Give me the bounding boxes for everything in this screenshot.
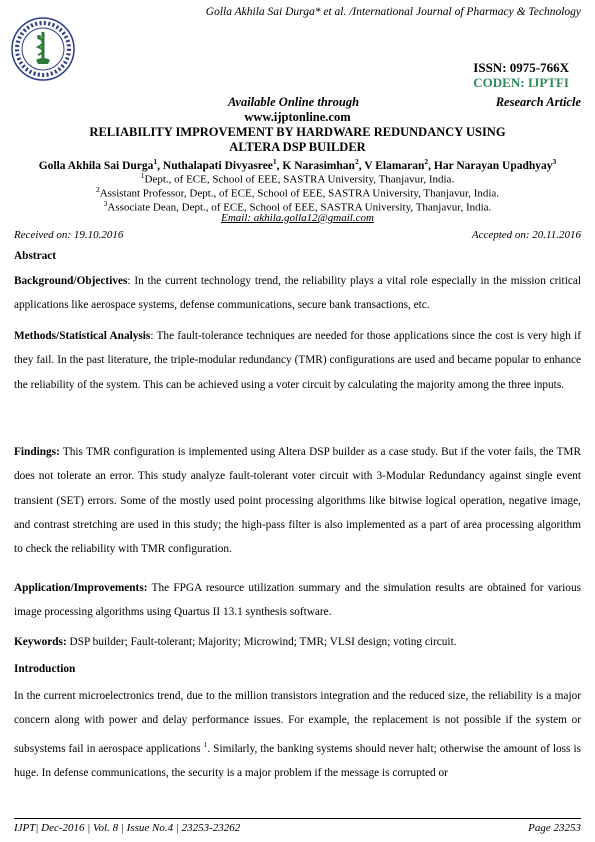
methods-paragraph [14, 324, 581, 397]
author-name: , Nuthalapati Divyasree [157, 159, 273, 172]
author-name: , K Narasimhan [276, 159, 355, 172]
title-line-2: ALTERA DSP BUILDER [229, 140, 366, 154]
journal-website[interactable]: www.ijptonline.com [244, 110, 351, 124]
author-affil-ref: 3 [552, 157, 557, 166]
footer-divider [14, 818, 581, 819]
research-type-label: Research Article [495, 95, 581, 109]
issn-block [473, 60, 569, 90]
abstract-heading: Abstract [14, 250, 57, 262]
affil-number: 2 [95, 185, 100, 194]
author-affil-ref: 1 [153, 157, 158, 166]
corresponding-email[interactable] [0, 212, 595, 224]
author-affil-ref: 1 [272, 157, 277, 166]
issn: ISSN: 0975-766X [473, 60, 569, 75]
affiliation-2 [0, 185, 595, 200]
affil-number: 3 [103, 199, 108, 208]
findings-label: Findings: [14, 446, 60, 458]
journal-logo [8, 14, 78, 84]
accepted-date: Accepted on: 20.11.2016 [471, 229, 581, 241]
available-online-label: Available Online through [228, 95, 360, 109]
author-name: , V Elamaran [358, 159, 425, 172]
page-number: Page 23253 [528, 822, 581, 834]
citation-ref[interactable]: 1 [203, 739, 208, 749]
author-name: , Har Narayan Upadhyay [428, 159, 553, 172]
running-header: Golla Akhila Sai Durga* et al. /International Journal of Pharmacy & Technology [205, 6, 581, 18]
methods-label: Methods/Statistical Analysis [14, 330, 151, 342]
keywords-label: Keywords: [14, 636, 67, 648]
findings-text: This TMR configuration is implemented using Altera DSP builder as a case study. But if the voter fails, the TMR does not tolerate an error. This study analyze fault-tolerant voter circuit with 3-Modular Redundancy against single event transient (SET) errors. Some of the mostly used point processing algorithms like bitwise logical operation, negative image, and contrast stretching are used in this study; the high-pass filter is also implemented as a part of area processing algorithm to check the reliability with TMR configuration. [14, 446, 581, 556]
affil-text: Dept., of ECE, School of EEE, SASTRA University, Thanjavur, India. [144, 173, 455, 186]
application-text: The FPGA resource utilization summary and the simulation results are obtained for various image processing algorithms using Quartus II 13.1 synthesis software. [14, 582, 581, 619]
received-date: Received on: 19.10.2016 [14, 229, 124, 241]
affiliation-1 [0, 171, 595, 186]
author-name: Golla Akhila Sai Durga [38, 159, 154, 172]
introduction-heading: Introduction [14, 663, 76, 675]
footer-citation: IJPT| Dec-2016 | Vol. 8 | Issue No.4 | 23253-23262 [14, 822, 241, 834]
background-paragraph [14, 269, 581, 318]
paper-title [0, 125, 595, 155]
findings-paragraph [14, 440, 581, 561]
author-affil-ref: 2 [424, 157, 429, 166]
background-label: Background/Objectives [14, 275, 128, 287]
email-link[interactable]: Email: akhila.golla12@gmail.com [221, 212, 374, 224]
background-text: : In the current technology trend, the reliability plays a vital role especially in the mission critical applications like aerospace systems, defense communications, secure bank transactions, etc. [14, 275, 581, 312]
application-label: Application/Improvements: [14, 582, 148, 594]
keywords-text: DSP builder; Fault-tolerant; Majority; Microwind; TMR; VLSI design; voting circuit. [66, 636, 457, 648]
intro-text: In the current microelectronics trend, due to the million transistors integration and the reduced size, the reliability is a major concern along with power and delay performance issues. For example, the replacement is not possible if the system or subsystems fail in aerospace applications [14, 690, 581, 755]
title-line-1: RELIABILITY IMPROVEMENT BY HARDWARE REDUNDANCY USING [89, 125, 506, 139]
affil-number: 1 [140, 171, 145, 180]
intro-text-cont: . Similarly, the banking systems should never halt; otherwise the amount of loss is huge. In defense communications, the security is a major problem if the message is corrupted or [14, 742, 582, 779]
affil-text: Associate Dean, Dept., of ECE, School of EEE, SASTRA University, Thanjavur, India. [107, 201, 492, 214]
keywords-paragraph [14, 630, 581, 654]
application-paragraph [14, 576, 581, 625]
coden: CODEN: IJPTFI [473, 75, 569, 90]
methods-text: : The fault-tolerance techniques are needed for those applications since the cost is very high if they fail. In the past literature, the triple-modular redundancy (TMR) configurations are used and became popular to enhance the reliability of the system. This can be achieved using a voter circuit by calculating the majority among the three inputs. [14, 330, 582, 391]
author-affil-ref: 2 [354, 157, 359, 166]
author-list [0, 157, 595, 172]
introduction-paragraph [14, 684, 581, 785]
affil-text: Assistant Professor, Dept., of ECE, School of EEE, SASTRA University, Thanjavur, India. [99, 187, 500, 200]
